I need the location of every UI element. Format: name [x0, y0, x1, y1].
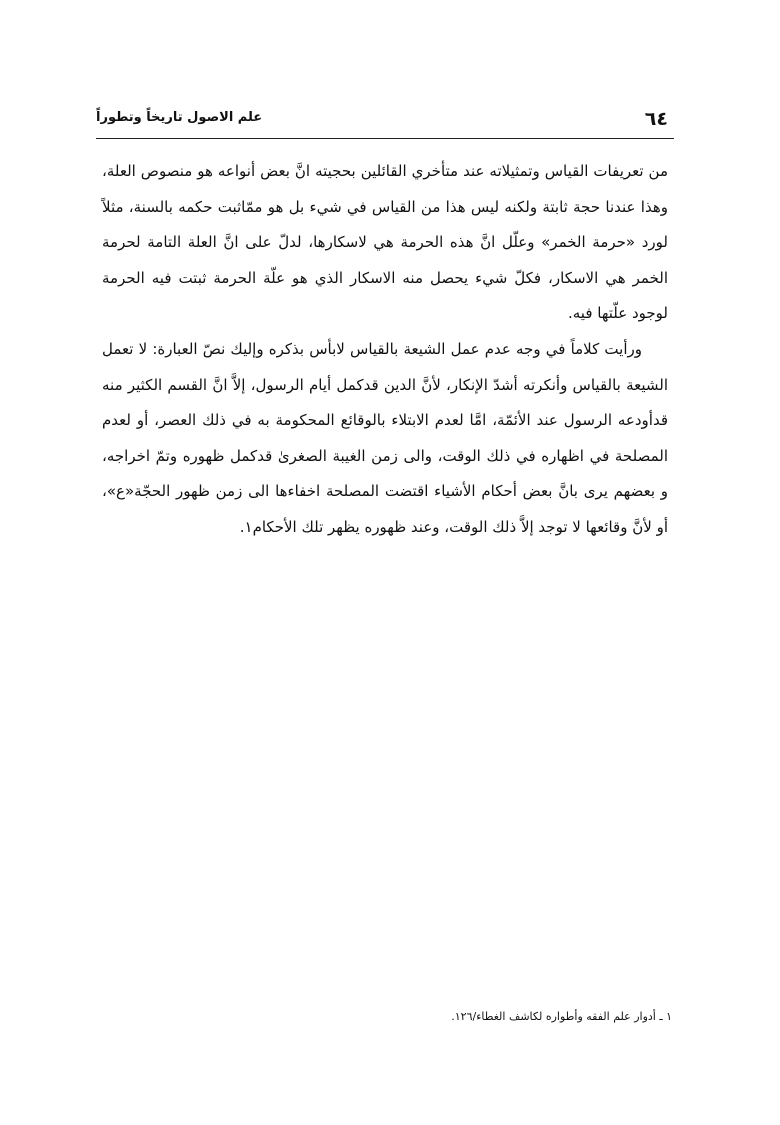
footnote: ١ ـ أدوار علم الفقه وأطواره لكاشف الغطاء/١٢٦. — [451, 1010, 672, 1023]
paragraph: من تعريفات القياس وتمثيلاته عند متأخري القائلين بحجيته انَّ بعض أنواعه هو منصوص العلة، وهذا عندنا حجة ثابتة ولكنه ليس هذا من القياس في شيء بل هو ممّاثبت حكمه بالسنة، مثلاً لورد «حرمة الخمر» وعلّل انَّ هذه الحرمة هي لاسكارها، لدلّ على انَّ العلة التامة لحرمة الخمر هي الاسكار، فكلّ شيء يحصل منه الاسكار الذي هو علّة الحرمة ثبتت فيه الحرمة لوجود علّتها فيه. — [102, 162, 668, 323]
header-divider — [96, 138, 674, 139]
running-header — [96, 104, 670, 138]
main-text — [102, 154, 668, 546]
book-title: علم الاصول تاريخاً وتطوراً — [96, 110, 263, 125]
page-number: ٦٤ — [644, 108, 668, 130]
paragraph: ورأيت كلاماً في وجه عدم عمل الشيعة بالقياس لابأس بذكره وإليك نصّ العبارة: لا تعمل الشيعة بالقياس وأنكرته أشدّ الإنكار، لأنَّ الدين قدكمل أيام الرسول، إلاَّ انَّ القسم الكثير منه قدأودعه الرسول عند الأئمّة، امَّا لعدم الابتلاء بالوقائع المحكومة به في ذلك العصر، أو لعدم المصلحة في اظهاره في ذلك الوقت، والى زمن الغيبة الصغرىٰ قدكمل ظهوره وتمّ اخراجه، و بعضهم يرى بانَّ بعض أحكام الأشياء اقتضت المصلحة اخفاءها الى زمن ظهور الحجّة«ع»، أو لأنَّ وقائعها لا توجد إلاَّ ذلك الوقت، وعند ظهوره يظهر تلك الأحكام١. — [102, 339, 668, 536]
